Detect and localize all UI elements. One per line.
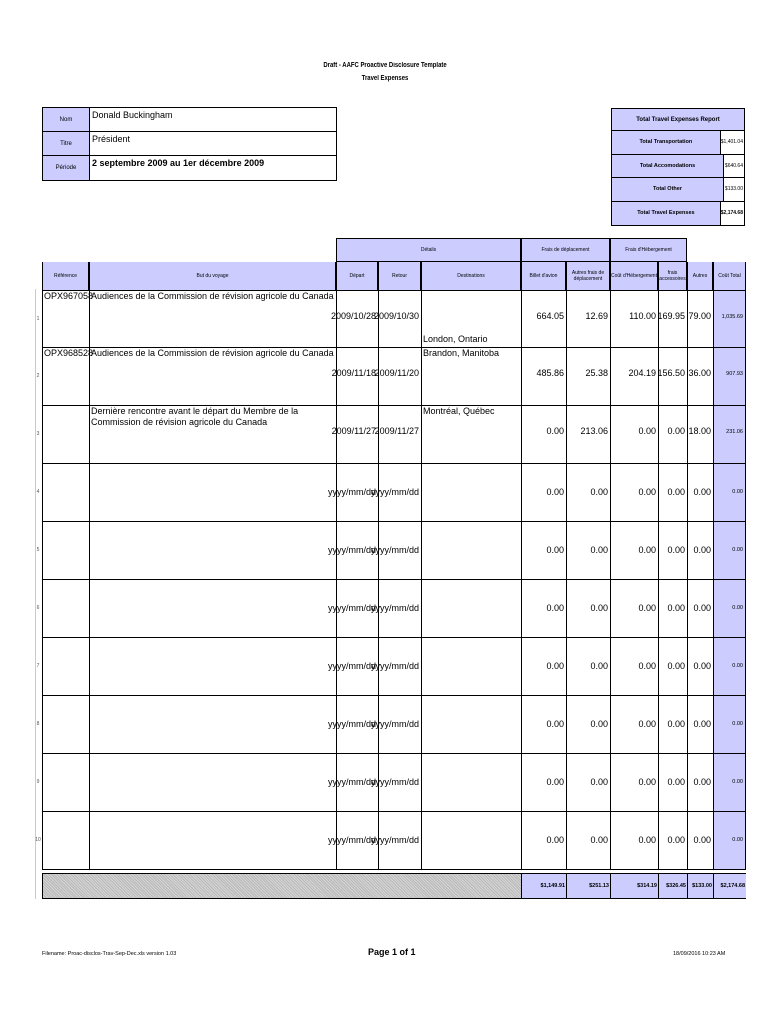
airfare-cell[interactable] bbox=[522, 580, 567, 638]
info-row-name bbox=[43, 108, 336, 132]
row-total-cell-text: 0.00 bbox=[732, 721, 743, 727]
lodging-cost-cell-text: 0.00 bbox=[638, 661, 656, 671]
row-number: 8 bbox=[36, 721, 40, 727]
row-total-cell bbox=[714, 638, 746, 696]
other-cost-cell[interactable] bbox=[688, 696, 714, 754]
total-label: Total Travel Expenses bbox=[612, 202, 721, 225]
table-row bbox=[42, 696, 746, 754]
return-date-cell[interactable] bbox=[374, 348, 422, 406]
depart-date-cell-text: yyyy/mm/dd bbox=[327, 777, 376, 787]
incidentals-cell[interactable] bbox=[659, 464, 688, 522]
incidentals-cell-text: 0.00 bbox=[667, 487, 685, 497]
footer-filename: Filename: Proac-disclos-Trav-Sep-Dec.xls version 1.03 bbox=[42, 951, 177, 957]
other-cost-cell[interactable] bbox=[688, 522, 714, 580]
other-transport-cell[interactable] bbox=[567, 291, 611, 348]
airfare-cell[interactable] bbox=[522, 638, 567, 696]
depart-date-cell-text: yyyy/mm/dd bbox=[327, 545, 376, 555]
other-transport-cell[interactable] bbox=[567, 580, 611, 638]
row-total-cell-text: 907.93 bbox=[726, 371, 743, 377]
other-transport-cell-text: 0.00 bbox=[590, 603, 608, 613]
purpose-cell[interactable] bbox=[90, 291, 337, 348]
incidentals-cell[interactable] bbox=[659, 406, 688, 464]
incidentals-cell-text: 0.00 bbox=[667, 545, 685, 555]
incidentals-cell[interactable] bbox=[659, 812, 688, 870]
transportation-label: Total Transportation bbox=[612, 131, 721, 154]
table-row bbox=[42, 522, 746, 580]
destination-cell[interactable] bbox=[422, 522, 522, 580]
return-date-cell[interactable] bbox=[370, 754, 422, 812]
title-field[interactable]: Président bbox=[92, 134, 131, 144]
row-total-cell-text: 0.00 bbox=[732, 779, 743, 785]
airfare-cell[interactable] bbox=[522, 406, 567, 464]
return-date-cell[interactable] bbox=[370, 464, 422, 522]
reference-cell[interactable] bbox=[43, 464, 90, 522]
other-cost-cell-text: 0.00 bbox=[693, 603, 711, 613]
row-total-cell-text: 0.00 bbox=[732, 663, 743, 669]
return-date-cell[interactable] bbox=[373, 291, 422, 348]
footer-timestamp: 18/09/2016 10:23 AM bbox=[673, 951, 726, 957]
purpose-cell-text: Audiences de la Commission de révision agricole du Canada bbox=[91, 348, 334, 358]
airfare-cell[interactable] bbox=[522, 522, 567, 580]
other-cost-cell-text: 0.00 bbox=[693, 487, 711, 497]
destination-cell[interactable] bbox=[422, 696, 522, 754]
return-date-cell-text: 2009/11/20 bbox=[374, 368, 419, 378]
col-header-depart: Départ bbox=[336, 262, 378, 291]
row-total-cell bbox=[714, 348, 746, 406]
table-row bbox=[42, 464, 746, 522]
airfare-cell[interactable] bbox=[522, 812, 567, 870]
row-number: 2 bbox=[36, 373, 40, 379]
other-cost-cell-text: 0.00 bbox=[693, 545, 711, 555]
lodging-cost-cell-text: 0.00 bbox=[638, 545, 656, 555]
reference-cell[interactable] bbox=[43, 696, 90, 754]
other-transport-cell-text: 0.00 bbox=[590, 835, 608, 845]
footer-page-number: Page 1 of 1 bbox=[368, 947, 416, 957]
summary-row-other bbox=[612, 178, 744, 202]
depart-date-cell[interactable] bbox=[330, 291, 379, 348]
return-date-cell[interactable] bbox=[370, 638, 422, 696]
airfare-cell-text: 664.05 bbox=[536, 311, 564, 321]
other-value: $133.00 bbox=[724, 178, 744, 201]
other-cost-cell-text: 0.00 bbox=[693, 777, 711, 787]
destination-cell[interactable] bbox=[422, 348, 522, 406]
airfare-cell[interactable] bbox=[522, 348, 567, 406]
airfare-cell-text: 0.00 bbox=[546, 545, 564, 555]
row-total-cell bbox=[714, 406, 746, 464]
other-cost-cell[interactable] bbox=[688, 638, 714, 696]
lodging-cost-cell[interactable] bbox=[611, 638, 659, 696]
return-date-cell-text: yyyy/mm/dd bbox=[370, 835, 419, 845]
destination-cell[interactable] bbox=[422, 464, 522, 522]
incidentals-cell-text: 0.00 bbox=[667, 661, 685, 671]
other-transport-cell-text: 0.00 bbox=[590, 545, 608, 555]
row-number: 3 bbox=[36, 431, 40, 437]
lodging-cost-cell[interactable] bbox=[611, 580, 659, 638]
col-header-airfare: Billet d'avion bbox=[521, 262, 566, 291]
reference-cell-text: OPX968528 bbox=[44, 348, 94, 358]
return-date-cell-text: yyyy/mm/dd bbox=[370, 777, 419, 787]
other-transport-cell[interactable] bbox=[567, 464, 611, 522]
totals-shaded-area bbox=[43, 874, 522, 898]
other-transport-cell[interactable] bbox=[567, 638, 611, 696]
summary-row-total bbox=[612, 202, 744, 225]
lodging-cost-cell[interactable] bbox=[611, 348, 659, 406]
row-number: 9 bbox=[36, 779, 40, 785]
depart-date-cell-text: yyyy/mm/dd bbox=[327, 603, 376, 613]
reference-cell[interactable] bbox=[43, 522, 90, 580]
other-transport-cell-text: 0.00 bbox=[590, 719, 608, 729]
row-total-cell bbox=[714, 754, 746, 812]
incidentals-cell-text: 0.00 bbox=[667, 719, 685, 729]
depart-date-cell-text: yyyy/mm/dd bbox=[327, 661, 376, 671]
incidentals-cell[interactable] bbox=[659, 522, 688, 580]
other-cost-cell-text: 18.00 bbox=[688, 426, 711, 436]
accommodations-label: Total Accomodations bbox=[612, 155, 724, 178]
row-number: 7 bbox=[36, 663, 40, 669]
purpose-cell[interactable] bbox=[90, 580, 337, 638]
lodging-cost-cell[interactable] bbox=[611, 464, 659, 522]
col-header-purpose: But du voyage bbox=[89, 262, 336, 291]
lodging-cost-cell-text: 0.00 bbox=[638, 719, 656, 729]
depart-date-cell-text: 2009/11/27 bbox=[331, 426, 376, 436]
lodging-cost-cell[interactable] bbox=[611, 291, 659, 348]
lodging-cost-cell-text: 0.00 bbox=[638, 777, 656, 787]
other-transport-cell[interactable] bbox=[567, 696, 611, 754]
col-header-retour: Retour bbox=[378, 262, 421, 291]
airfare-cell-text: 0.00 bbox=[546, 426, 564, 436]
lodging-cost-cell[interactable] bbox=[611, 522, 659, 580]
total-incidentals: $326.45 bbox=[659, 874, 688, 898]
other-transport-cell[interactable] bbox=[567, 406, 611, 464]
info-row-period bbox=[43, 156, 336, 180]
return-date-cell[interactable] bbox=[370, 580, 422, 638]
lodging-cost-cell-text: 0.00 bbox=[638, 835, 656, 845]
other-transport-cell-text: 0.00 bbox=[590, 487, 608, 497]
purpose-cell[interactable] bbox=[90, 522, 337, 580]
col-header-destinations: Destinations bbox=[421, 262, 521, 291]
row-total-cell bbox=[714, 696, 746, 754]
purpose-cell[interactable] bbox=[90, 696, 337, 754]
table-row bbox=[42, 348, 746, 406]
purpose-cell[interactable] bbox=[90, 406, 337, 464]
airfare-cell-text: 0.00 bbox=[546, 777, 564, 787]
return-date-cell[interactable] bbox=[374, 406, 422, 464]
other-transport-cell-text: 213.06 bbox=[580, 426, 608, 436]
reference-cell[interactable] bbox=[43, 291, 94, 348]
row-number: 5 bbox=[36, 547, 40, 553]
accommodations-value: $640.64 bbox=[724, 155, 744, 178]
col-header-reference: Référence bbox=[42, 262, 89, 291]
incidentals-cell-text: 169.95 bbox=[657, 311, 685, 321]
group-header-lodging: Frais d'Hébergement bbox=[610, 238, 687, 262]
row-total-cell bbox=[714, 522, 746, 580]
incidentals-cell[interactable] bbox=[659, 291, 688, 348]
lodging-cost-cell[interactable] bbox=[611, 406, 659, 464]
purpose-cell[interactable] bbox=[90, 638, 337, 696]
lodging-cost-cell-text: 0.00 bbox=[638, 426, 656, 436]
incidentals-cell-text: 0.00 bbox=[667, 835, 685, 845]
return-date-cell-text: yyyy/mm/dd bbox=[370, 487, 419, 497]
return-date-cell-text: yyyy/mm/dd bbox=[370, 603, 419, 613]
depart-date-cell-text: 2009/10/28 bbox=[330, 311, 376, 321]
summary-heading: Total Travel Expenses Report bbox=[612, 109, 744, 131]
other-transport-cell[interactable] bbox=[567, 522, 611, 580]
destination-cell[interactable] bbox=[422, 291, 522, 348]
incidentals-cell-text: 0.00 bbox=[667, 603, 685, 613]
destination-cell-text: Brandon, Manitoba bbox=[423, 348, 500, 358]
row-number: 6 bbox=[36, 605, 40, 611]
reference-cell[interactable] bbox=[43, 348, 94, 406]
depart-date-cell-text: yyyy/mm/dd bbox=[327, 719, 376, 729]
depart-date-cell[interactable] bbox=[331, 406, 379, 464]
col-header-other: Autres bbox=[687, 262, 713, 291]
info-row-title bbox=[43, 132, 336, 156]
destination-cell-text: Montréal, Québec bbox=[423, 406, 495, 416]
purpose-cell-text: Dernière rencontre avant le départ du Membre de la Commission de révision agricole du Canada bbox=[91, 406, 299, 427]
lodging-cost-cell-text: 0.00 bbox=[638, 487, 656, 497]
other-cost-cell[interactable] bbox=[688, 348, 714, 406]
other-cost-cell-text: 0.00 bbox=[693, 719, 711, 729]
depart-date-cell-text: yyyy/mm/dd bbox=[327, 835, 376, 845]
reference-cell[interactable] bbox=[43, 754, 90, 812]
airfare-cell[interactable] bbox=[522, 464, 567, 522]
purpose-cell-text: Audiences de la Commission de révision agricole du Canada bbox=[91, 291, 334, 301]
other-cost-cell[interactable] bbox=[688, 580, 714, 638]
incidentals-cell[interactable] bbox=[659, 754, 688, 812]
row-total-cell-text: 0.00 bbox=[732, 547, 743, 553]
airfare-cell[interactable] bbox=[522, 754, 567, 812]
row-total-cell bbox=[714, 291, 746, 348]
period-label: Période bbox=[43, 156, 90, 180]
airfare-cell[interactable] bbox=[522, 696, 567, 754]
return-date-cell-text: 2009/11/27 bbox=[374, 426, 419, 436]
other-cost-cell-text: 0.00 bbox=[693, 835, 711, 845]
incidentals-cell[interactable] bbox=[659, 348, 688, 406]
purpose-cell[interactable] bbox=[90, 812, 337, 870]
destination-cell[interactable] bbox=[422, 580, 522, 638]
purpose-cell[interactable] bbox=[90, 754, 337, 812]
row-number: 10 bbox=[35, 837, 41, 843]
row-total-cell bbox=[714, 812, 746, 870]
period-field[interactable]: 2 septembre 2009 au 1er décembre 2009 bbox=[92, 158, 265, 168]
destination-cell[interactable] bbox=[422, 638, 522, 696]
row-total-cell-text: 231.06 bbox=[726, 429, 743, 435]
transportation-value: $1,401.04 bbox=[721, 131, 744, 154]
airfare-cell[interactable] bbox=[522, 291, 567, 348]
reference-cell[interactable] bbox=[43, 638, 90, 696]
return-date-cell-text: yyyy/mm/dd bbox=[370, 545, 419, 555]
table-row bbox=[42, 638, 746, 696]
incidentals-cell[interactable] bbox=[659, 580, 688, 638]
lodging-cost-cell[interactable] bbox=[611, 696, 659, 754]
destination-cell[interactable] bbox=[422, 754, 522, 812]
row-total-cell-text: 0.00 bbox=[732, 489, 743, 495]
reference-cell-text: OPX967058 bbox=[44, 291, 94, 301]
table-row bbox=[42, 580, 746, 638]
other-cost-cell-text: 79.00 bbox=[688, 311, 711, 321]
total-other-transport: $251.13 bbox=[567, 874, 611, 898]
lodging-cost-cell[interactable] bbox=[611, 812, 659, 870]
other-cost-cell[interactable] bbox=[688, 464, 714, 522]
total-value: $2,174.68 bbox=[721, 202, 744, 225]
other-cost-cell[interactable] bbox=[688, 291, 714, 348]
other-transport-cell-text: 0.00 bbox=[590, 777, 608, 787]
return-date-cell-text: yyyy/mm/dd bbox=[370, 719, 419, 729]
group-header-transport: Frais de déplacement bbox=[521, 238, 610, 262]
table-row bbox=[42, 291, 746, 348]
lodging-cost-cell-text: 110.00 bbox=[629, 311, 656, 321]
other-cost-cell[interactable] bbox=[688, 406, 714, 464]
other-transport-cell-text: 25.38 bbox=[585, 368, 608, 378]
lodging-cost-cell-text: 0.00 bbox=[638, 603, 656, 613]
airfare-cell-text: 0.00 bbox=[546, 603, 564, 613]
employee-info-table bbox=[42, 107, 337, 181]
expense-summary-table bbox=[611, 108, 745, 226]
lodging-cost-cell-text: 204.19 bbox=[628, 368, 656, 378]
depart-date-cell[interactable] bbox=[331, 348, 379, 406]
depart-date-cell-text: 2009/11/18 bbox=[331, 368, 376, 378]
incidentals-cell[interactable] bbox=[659, 696, 688, 754]
other-transport-cell[interactable] bbox=[567, 812, 611, 870]
col-header-total: Coût Total bbox=[713, 262, 746, 291]
document-title: Draft - AAFC Proactive Disclosure Template bbox=[323, 62, 447, 69]
table-row bbox=[42, 406, 746, 464]
purpose-cell[interactable] bbox=[90, 464, 337, 522]
depart-date-cell-text: yyyy/mm/dd bbox=[327, 487, 376, 497]
incidentals-cell[interactable] bbox=[659, 638, 688, 696]
other-cost-cell[interactable] bbox=[688, 754, 714, 812]
return-date-cell[interactable] bbox=[370, 696, 422, 754]
return-date-cell[interactable] bbox=[370, 522, 422, 580]
return-date-cell-text: yyyy/mm/dd bbox=[370, 661, 419, 671]
airfare-cell-text: 0.00 bbox=[546, 487, 564, 497]
incidentals-cell-text: 0.00 bbox=[667, 426, 685, 436]
row-number: 4 bbox=[36, 489, 40, 495]
row-number-rule bbox=[35, 289, 36, 899]
airfare-cell-text: 485.86 bbox=[536, 368, 564, 378]
other-cost-cell[interactable] bbox=[688, 812, 714, 870]
other-transport-cell-text: 0.00 bbox=[590, 661, 608, 671]
total-lodging: $314.19 bbox=[611, 874, 659, 898]
row-total-cell-text: 0.00 bbox=[732, 605, 743, 611]
airfare-cell-text: 0.00 bbox=[546, 835, 564, 845]
name-field[interactable]: Donald Buckingham bbox=[92, 110, 173, 120]
total-airfare: $1,149.91 bbox=[522, 874, 567, 898]
grand-total: $2,174.68 bbox=[714, 874, 746, 898]
summary-row-accommodations bbox=[612, 155, 744, 179]
lodging-cost-cell[interactable] bbox=[611, 754, 659, 812]
other-cost-cell-text: 0.00 bbox=[693, 661, 711, 671]
row-total-cell bbox=[714, 464, 746, 522]
airfare-cell-text: 0.00 bbox=[546, 661, 564, 671]
summary-row-transportation bbox=[612, 131, 744, 155]
incidentals-cell-text: 156.50 bbox=[657, 368, 685, 378]
document-subtitle: Travel Expenses bbox=[361, 75, 409, 82]
destination-cell-text: London, Ontario bbox=[423, 334, 488, 344]
destination-cell[interactable] bbox=[422, 812, 522, 870]
reference-cell[interactable] bbox=[43, 406, 90, 464]
row-total-cell bbox=[714, 580, 746, 638]
airfare-cell-text: 0.00 bbox=[546, 719, 564, 729]
return-date-cell[interactable] bbox=[370, 812, 422, 870]
return-date-cell-text: 2009/10/30 bbox=[373, 311, 419, 321]
other-transport-cell[interactable] bbox=[567, 754, 611, 812]
col-header-other-transport: Autres frais de déplacement bbox=[566, 262, 610, 291]
row-total-cell-text: 0.00 bbox=[732, 837, 743, 843]
table-row bbox=[42, 754, 746, 812]
total-other: $133.00 bbox=[688, 874, 714, 898]
purpose-cell[interactable] bbox=[90, 348, 337, 406]
title-label: Titre bbox=[43, 132, 90, 155]
reference-cell[interactable] bbox=[43, 812, 90, 870]
destination-cell[interactable] bbox=[422, 406, 522, 464]
other-transport-cell-text: 12.69 bbox=[585, 311, 608, 321]
table-row bbox=[42, 812, 746, 870]
reference-cell[interactable] bbox=[43, 580, 90, 638]
row-total-cell-text: 1,035.69 bbox=[721, 314, 743, 320]
name-label: Nom bbox=[43, 108, 90, 131]
other-transport-cell[interactable] bbox=[567, 348, 611, 406]
col-header-incidentals: frais accessoires bbox=[658, 262, 687, 291]
other-cost-cell-text: 36.00 bbox=[688, 368, 711, 378]
incidentals-cell-text: 0.00 bbox=[667, 777, 685, 787]
row-number: 1 bbox=[36, 315, 40, 322]
other-label: Total Other bbox=[612, 178, 724, 201]
group-header-details: Détails bbox=[336, 238, 521, 262]
totals-row bbox=[42, 873, 746, 899]
col-header-lodging-cost: Coût d'Hébergement bbox=[610, 262, 658, 291]
